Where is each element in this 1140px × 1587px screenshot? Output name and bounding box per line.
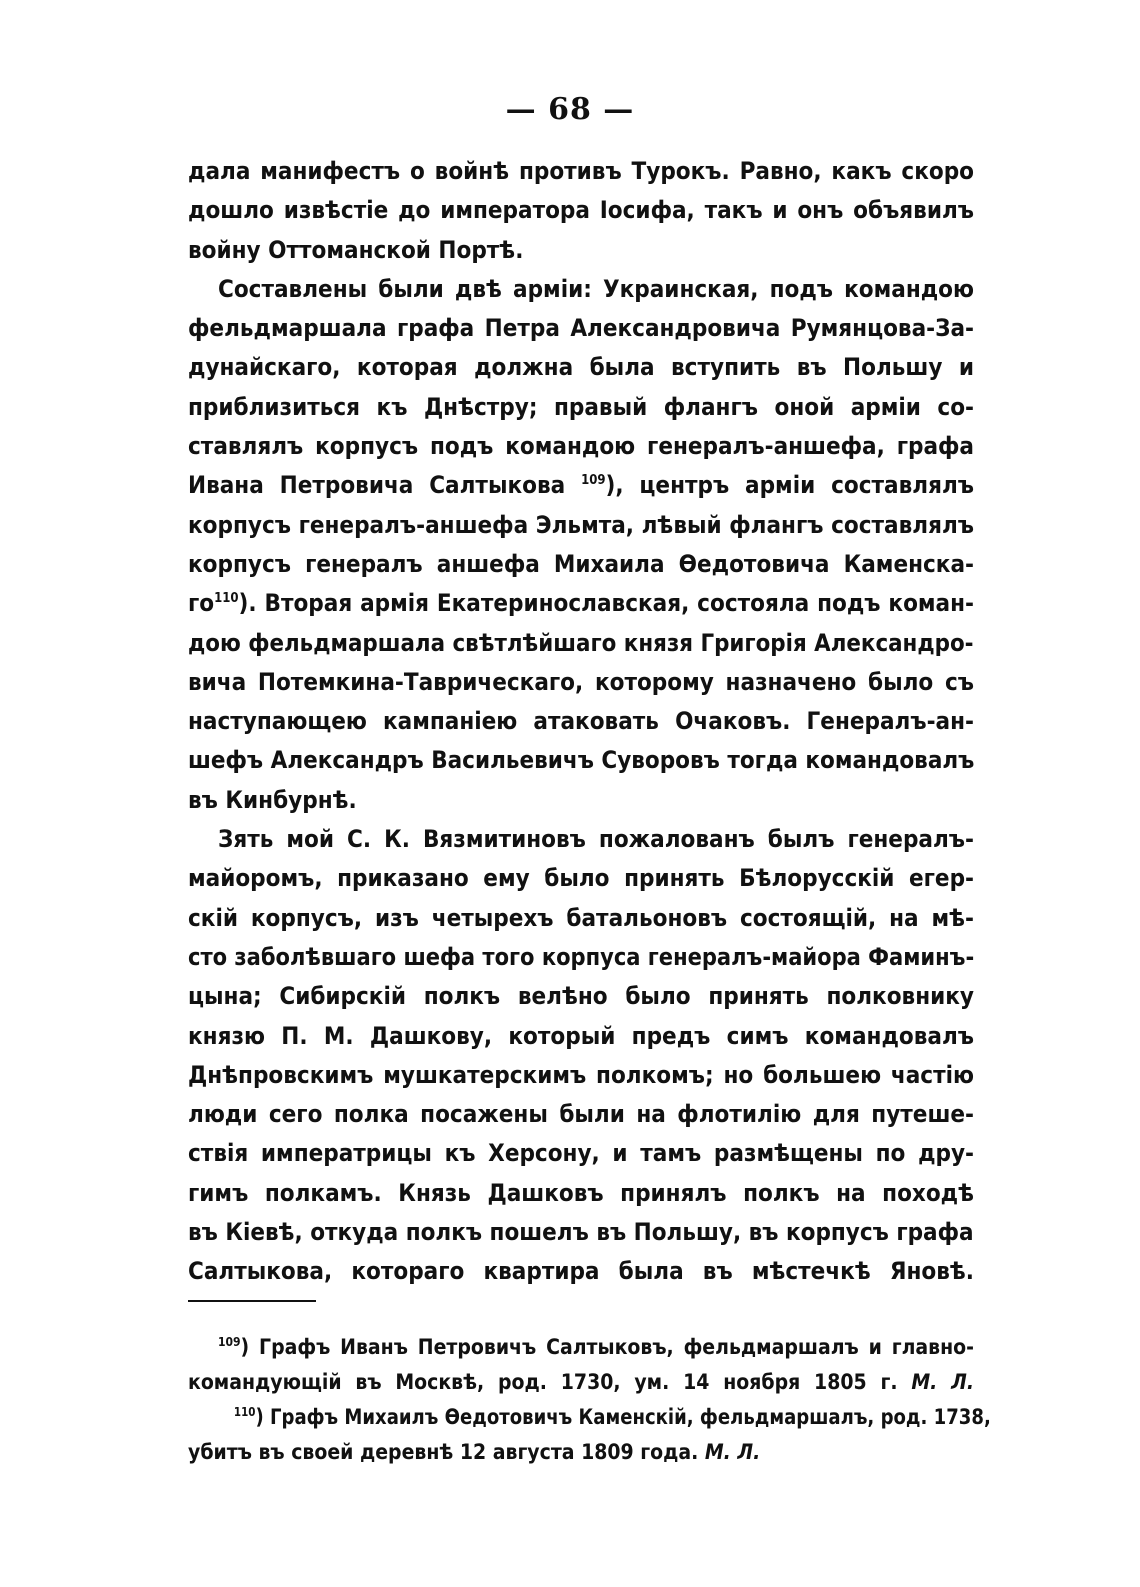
text-line: Салтыкова, котораго квартира была въ мѣстечкѣ Яновѣ. <box>188 1257 974 1286</box>
text-line: дала манифестъ о войнѣ противъ Турокъ. Равно, какъ скоро <box>188 157 974 185</box>
text-line: Составлены были двѣ арміи: Украинская, подъ командою <box>218 274 974 303</box>
text-line: дою фельдмаршала свѣтлѣйшаго князя Григорія Александро- <box>188 628 974 657</box>
text-line: ставлялъ корпусъ подъ командою генералъ-аншефа, графа <box>188 432 974 461</box>
body-text <box>188 152 974 1292</box>
footnote-text: командующій въ Москвѣ, род. 1730, ум. 14 ноября 1805 г. <box>188 1370 898 1394</box>
text-segment: ). Вторая армія Екатеринославская, состояла подъ коман- <box>238 589 974 618</box>
text-line: цына; Сибирскій полкъ велѣно было принять полковнику <box>188 982 974 1011</box>
footnote-number: 110 <box>233 1405 256 1419</box>
footnote-number: 109 <box>218 1335 241 1349</box>
text-segment: Ивана Петровича Салтыкова <box>188 471 566 500</box>
text-line: войну Оттоманской Портѣ. <box>188 235 524 264</box>
text-line: въ Кіевѣ, откуда полкъ пошелъ въ Польшу, въ корпусъ графа <box>188 1218 974 1247</box>
text-line: майоромъ, приказано ему было принять Бѣлорусскій егер- <box>188 864 974 893</box>
text-segment: ), центръ арміи составлялъ <box>605 471 974 500</box>
text-line: Зять мой С. К. Вязмитиновъ пожалованъ былъ генералъ- <box>218 825 974 854</box>
text-line: скій корпусъ, изъ четырехъ батальоновъ состоящій, на мѣ- <box>188 903 974 932</box>
footnote-text: ) Графъ Михаилъ Ѳедотовичъ Каменскій, фельдмаршалъ, род. 1738, <box>255 1405 991 1429</box>
text-line: дошло извѣстіе до императора Іосифа, такъ и онъ объявилъ <box>188 196 974 225</box>
text-line: приблизиться къ Днѣстру; правый флангъ оной арміи со- <box>188 392 974 421</box>
text-line: шефъ Александръ Васильевичъ Суворовъ тогда командовалъ <box>188 746 975 775</box>
footnote-109-line <box>188 1330 974 1365</box>
text-line: ствія императрицы къ Херсону, и тамъ размѣщены по дру- <box>188 1139 974 1168</box>
text-line: сто заболѣвшаго шефа того корпуса генералъ-майора Фаминъ- <box>188 942 975 971</box>
text-line: люди сего полка посажены были на флотилію для путеше- <box>188 1100 974 1129</box>
footnote-text: убитъ въ своей деревнѣ 12 августа 1809 года. <box>188 1440 699 1464</box>
footnote-initials: М. Л. <box>704 1440 761 1464</box>
text-line: въ Кинбурнѣ. <box>188 785 357 814</box>
footnote-109-line <box>188 1365 974 1400</box>
text-line: фельдмаршала графа Петра Александровича Румянцова-За- <box>188 314 974 343</box>
footnotes <box>188 1330 991 1470</box>
text-line: гимъ полкамъ. Князь Дашковъ принялъ полкъ на походѣ <box>188 1178 974 1207</box>
text-line: корпусъ генералъ-аншефа Эльмта, лѣвый флангъ составлялъ <box>188 510 974 539</box>
footnote-110-line <box>188 1435 974 1470</box>
footnote-110-line <box>205 1400 991 1435</box>
text-line <box>188 584 974 623</box>
text-line: дунайскаго, которая должна была вступить въ Польшу и <box>188 353 974 382</box>
page-number: — 68 — <box>505 92 635 127</box>
footnote-text: ) Графъ Иванъ Петровичъ Салтыковъ, фельдмаршалъ и главно- <box>240 1335 974 1359</box>
footnote-initials: М. Л. <box>911 1370 974 1394</box>
footnote-ref-110[interactable]: 110 <box>214 591 239 607</box>
footnote-ref-109[interactable]: 109 <box>581 473 606 489</box>
text-line: Днѣпровскимъ мушкатерскимъ полкомъ; но большею частію <box>188 1060 974 1089</box>
text-line <box>188 466 974 505</box>
text-line: вича Потемкина-Таврическаго, которому назначено было съ <box>188 667 974 696</box>
footnote-divider <box>188 1300 316 1302</box>
text-line: корпусъ генералъ аншефа Михаила Ѳедотовича Каменска- <box>188 549 974 578</box>
text-line: наступающею кампаніею атаковать Очаковъ. Генералъ-ан- <box>188 707 974 736</box>
text-line: князю П. М. Дашкову, который предъ симъ командовалъ <box>188 1021 974 1050</box>
text-segment: го <box>188 589 215 618</box>
